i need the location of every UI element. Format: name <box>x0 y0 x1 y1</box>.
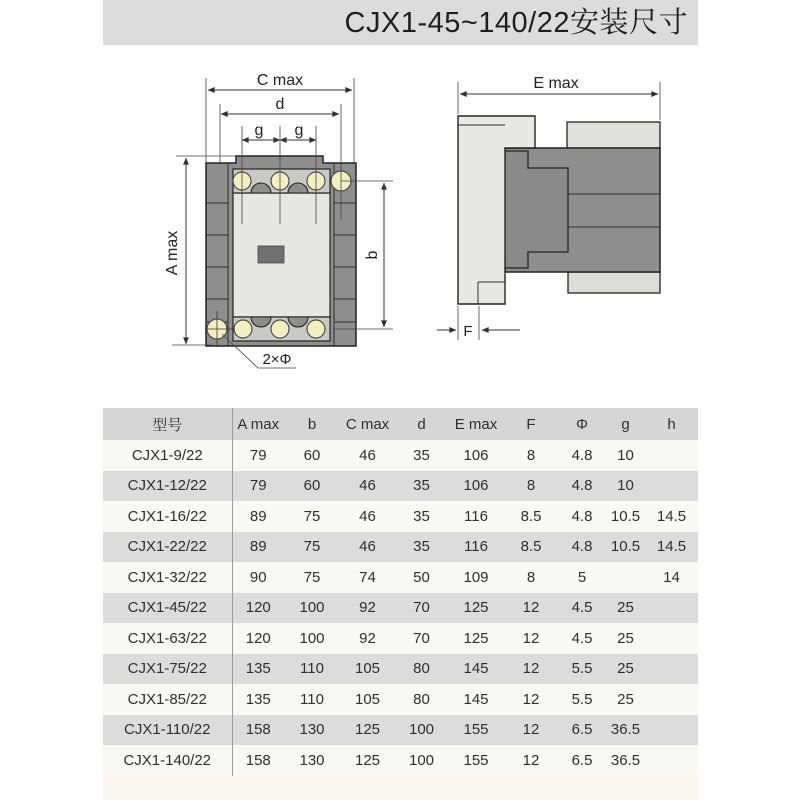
value-cell: 12 <box>504 715 558 746</box>
value-cell: 158 <box>232 715 284 746</box>
value-cell: 8.5 <box>504 532 558 563</box>
model-cell: CJX1-75/22 <box>103 654 232 685</box>
value-cell: 116 <box>448 501 504 532</box>
col-header-g: g <box>606 408 645 440</box>
value-cell: 12 <box>504 593 558 624</box>
model-cell: CJX1-22/22 <box>103 532 232 563</box>
col-header-model: 型号 <box>103 408 232 440</box>
value-cell <box>645 440 698 471</box>
model-cell: CJX1-12/22 <box>103 471 232 502</box>
value-cell: 70 <box>395 593 448 624</box>
value-cell <box>606 562 645 593</box>
value-cell: 5 <box>558 562 606 593</box>
value-cell: 12 <box>504 684 558 715</box>
col-header-phi: Φ <box>558 408 606 440</box>
value-cell <box>645 745 698 776</box>
value-cell: 110 <box>284 654 340 685</box>
value-cell: 135 <box>232 684 284 715</box>
value-cell: 25 <box>606 654 645 685</box>
col-header-cmax: C max <box>340 408 395 440</box>
table-row <box>103 745 698 776</box>
value-cell: 120 <box>232 593 284 624</box>
model-cell: CJX1-16/22 <box>103 501 232 532</box>
value-cell: 8 <box>504 471 558 502</box>
bottom-strip <box>103 775 698 800</box>
value-cell: 130 <box>284 715 340 746</box>
value-cell: 4.8 <box>558 440 606 471</box>
value-cell: 12 <box>504 745 558 776</box>
value-cell: 125 <box>448 593 504 624</box>
value-cell: 105 <box>340 684 395 715</box>
value-cell: 10 <box>606 440 645 471</box>
value-cell: 79 <box>232 471 284 502</box>
value-cell: 116 <box>448 532 504 563</box>
value-cell: 125 <box>340 715 395 746</box>
value-cell: 5.5 <box>558 684 606 715</box>
value-cell: 36.5 <box>606 715 645 746</box>
spec-table <box>103 408 698 776</box>
value-cell: 60 <box>284 471 340 502</box>
value-cell: 125 <box>448 623 504 654</box>
table-row <box>103 684 698 715</box>
value-cell: 79 <box>232 440 284 471</box>
front-view <box>205 156 356 347</box>
dim-label-f: F <box>463 323 473 340</box>
dim-label-amax: A max <box>164 230 181 276</box>
value-cell: 100 <box>395 745 448 776</box>
table-row <box>103 532 698 563</box>
value-cell: 90 <box>232 562 284 593</box>
value-cell: 145 <box>448 684 504 715</box>
value-cell: 50 <box>395 562 448 593</box>
value-cell: 105 <box>340 654 395 685</box>
value-cell: 25 <box>606 684 645 715</box>
value-cell <box>645 593 698 624</box>
value-cell: 70 <box>395 623 448 654</box>
value-cell: 6.5 <box>558 745 606 776</box>
value-cell: 10.5 <box>606 501 645 532</box>
value-cell: 35 <box>395 440 448 471</box>
page-title: CJX1-45~140/22安装尺寸 <box>344 7 688 39</box>
value-cell: 5.5 <box>558 654 606 685</box>
value-cell: 4.5 <box>558 593 606 624</box>
value-cell: 46 <box>340 440 395 471</box>
value-cell: 75 <box>284 532 340 563</box>
value-cell: 106 <box>448 471 504 502</box>
table-row <box>103 440 698 471</box>
value-cell: 130 <box>284 745 340 776</box>
value-cell: 35 <box>395 471 448 502</box>
value-cell: 100 <box>284 593 340 624</box>
value-cell: 109 <box>448 562 504 593</box>
value-cell: 14 <box>645 562 698 593</box>
value-cell: 92 <box>340 623 395 654</box>
value-cell: 36.5 <box>606 745 645 776</box>
table-row <box>103 471 698 502</box>
value-cell: 4.8 <box>558 501 606 532</box>
model-cell: CJX1-63/22 <box>103 623 232 654</box>
value-cell: 75 <box>284 501 340 532</box>
table-row <box>103 562 698 593</box>
value-cell: 120 <box>232 623 284 654</box>
value-cell: 25 <box>606 623 645 654</box>
value-cell: 10.5 <box>606 532 645 563</box>
col-header-d: d <box>395 408 448 440</box>
value-cell: 74 <box>340 562 395 593</box>
col-header-amax: A max <box>232 408 284 440</box>
value-cell: 8 <box>504 440 558 471</box>
value-cell: 92 <box>340 593 395 624</box>
col-header-b: b <box>284 408 340 440</box>
value-cell: 4.8 <box>558 532 606 563</box>
dim-label-d: d <box>275 96 285 113</box>
value-cell: 80 <box>395 654 448 685</box>
dim-label-emax: E max <box>533 75 579 92</box>
value-cell: 12 <box>504 623 558 654</box>
col-header-emax: E max <box>448 408 504 440</box>
value-cell: 110 <box>284 684 340 715</box>
value-cell: 135 <box>232 654 284 685</box>
value-cell: 4.8 <box>558 471 606 502</box>
dim-label-g-left: g <box>254 122 264 139</box>
value-cell: 75 <box>284 562 340 593</box>
value-cell: 4.5 <box>558 623 606 654</box>
value-cell: 100 <box>395 715 448 746</box>
value-cell: 14.5 <box>645 501 698 532</box>
dim-label-b: b <box>364 250 381 260</box>
table-row <box>103 654 698 685</box>
model-cell: CJX1-9/22 <box>103 440 232 471</box>
value-cell: 106 <box>448 440 504 471</box>
col-header-h: h <box>645 408 698 440</box>
model-cell: CJX1-45/22 <box>103 593 232 624</box>
nameplate <box>258 246 284 263</box>
value-cell: 10 <box>606 471 645 502</box>
value-cell <box>645 623 698 654</box>
model-cell: CJX1-32/22 <box>103 562 232 593</box>
table-row <box>103 501 698 532</box>
value-cell <box>645 654 698 685</box>
spec-table-body <box>103 440 698 776</box>
value-cell <box>645 471 698 502</box>
value-cell: 100 <box>284 623 340 654</box>
model-cell: CJX1-85/22 <box>103 684 232 715</box>
value-cell: 145 <box>448 654 504 685</box>
value-cell: 46 <box>340 501 395 532</box>
value-cell <box>645 715 698 746</box>
value-cell: 89 <box>232 501 284 532</box>
value-cell: 12 <box>504 654 558 685</box>
table-row <box>103 623 698 654</box>
value-cell: 80 <box>395 684 448 715</box>
value-cell: 25 <box>606 593 645 624</box>
model-cell: CJX1-140/22 <box>103 745 232 776</box>
value-cell: 46 <box>340 471 395 502</box>
value-cell: 155 <box>448 745 504 776</box>
table-header-row <box>103 408 698 440</box>
value-cell: 8 <box>504 562 558 593</box>
value-cell: 8.5 <box>504 501 558 532</box>
value-cell: 60 <box>284 440 340 471</box>
value-cell: 14.5 <box>645 532 698 563</box>
value-cell: 125 <box>340 745 395 776</box>
value-cell: 35 <box>395 501 448 532</box>
value-cell: 46 <box>340 532 395 563</box>
table-row <box>103 593 698 624</box>
dim-label-g-right: g <box>294 122 304 139</box>
dim-label-cmax: C max <box>256 72 304 89</box>
value-cell: 6.5 <box>558 715 606 746</box>
value-cell: 35 <box>395 532 448 563</box>
col-header-f: F <box>504 408 558 440</box>
table-row <box>103 715 698 746</box>
dim-label-holes: 2×Φ <box>262 351 292 368</box>
value-cell <box>645 684 698 715</box>
value-cell: 155 <box>448 715 504 746</box>
value-cell: 158 <box>232 745 284 776</box>
model-cell: CJX1-110/22 <box>103 715 232 746</box>
side-view <box>458 116 660 304</box>
value-cell: 89 <box>232 532 284 563</box>
